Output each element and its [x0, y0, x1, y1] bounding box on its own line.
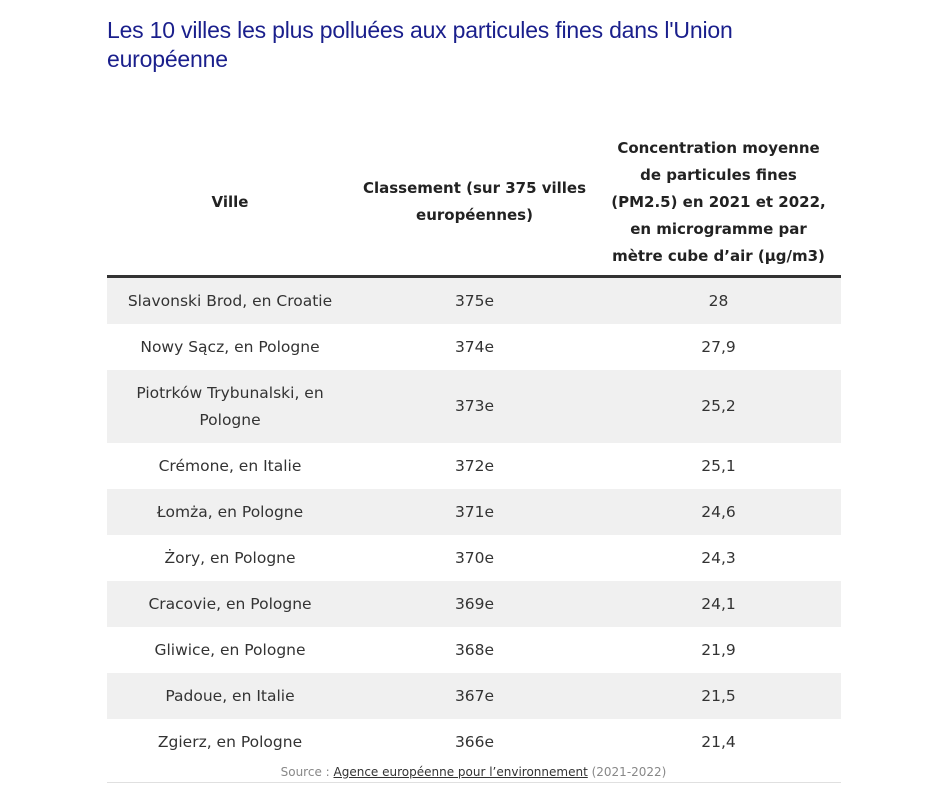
table-row — [107, 443, 841, 489]
table-row — [107, 489, 841, 535]
source-prefix: Source : — [280, 765, 334, 779]
table-row — [107, 673, 841, 719]
cell-rang: 371e — [353, 489, 596, 535]
cell-valeur: 27,9 — [596, 324, 841, 370]
cell-rang: 368e — [353, 627, 596, 673]
source-suffix: (2021-2022) — [587, 765, 667, 779]
header-classement — [353, 129, 596, 277]
header-ville — [107, 129, 353, 277]
table-header-row — [107, 129, 841, 277]
table-row — [107, 277, 841, 325]
cell-valeur: 25,1 — [596, 443, 841, 489]
cell-rang: 374e — [353, 324, 596, 370]
table-row — [107, 535, 841, 581]
table-row — [107, 370, 841, 443]
cell-rang: 375e — [353, 277, 596, 325]
cell-rang: 369e — [353, 581, 596, 627]
pollution-table — [107, 129, 841, 765]
cell-rang: 367e — [353, 673, 596, 719]
cell-valeur: 24,1 — [596, 581, 841, 627]
cell-ville: Łomża, en Pologne — [107, 489, 353, 535]
cell-valeur: 24,6 — [596, 489, 841, 535]
cell-valeur: 21,5 — [596, 673, 841, 719]
header-concentration — [596, 129, 841, 277]
cell-valeur: 21,9 — [596, 627, 841, 673]
cell-ville: Slavonski Brod, en Croatie — [107, 277, 353, 325]
cell-ville: Padoue, en Italie — [107, 673, 353, 719]
cell-rang: 366e — [353, 719, 596, 765]
source-credit — [0, 763, 947, 781]
cell-valeur: 21,4 — [596, 719, 841, 765]
cell-ville: Zgierz, en Pologne — [107, 719, 353, 765]
cell-valeur: 24,3 — [596, 535, 841, 581]
header-classement-label: Classement (sur 375 villes européennes) — [362, 179, 587, 224]
cell-valeur: 28 — [596, 277, 841, 325]
cell-rang: 370e — [353, 535, 596, 581]
bottom-divider — [107, 782, 841, 783]
table-row — [107, 581, 841, 627]
cell-rang: 373e — [353, 370, 596, 443]
cell-valeur: 25,2 — [596, 370, 841, 443]
cell-ville: Cracovie, en Pologne — [107, 581, 353, 627]
header-concentration-label: Concentration moyenne de particules fines (PM2.5) en 2021 et 2022, en microgramme par mètre cube d’air (µg/m3) — [611, 138, 826, 265]
table-row — [107, 627, 841, 673]
article-block — [107, 16, 841, 751]
table-row — [107, 324, 841, 370]
source-link[interactable]: Agence européenne pour l’environnement — [333, 765, 588, 779]
chart-title: Les 10 villes les plus polluées aux particules fines dans l'Union européenne — [107, 17, 733, 72]
cell-ville: Piotrków Trybunalski, en Pologne — [107, 370, 353, 443]
table-row — [107, 719, 841, 765]
cell-ville: Gliwice, en Pologne — [107, 627, 353, 673]
cell-ville: Żory, en Pologne — [107, 535, 353, 581]
cell-rang: 372e — [353, 443, 596, 489]
header-ville-label: Ville — [211, 192, 249, 211]
cell-ville: Crémone, en Italie — [107, 443, 353, 489]
cell-ville: Nowy Sącz, en Pologne — [107, 324, 353, 370]
